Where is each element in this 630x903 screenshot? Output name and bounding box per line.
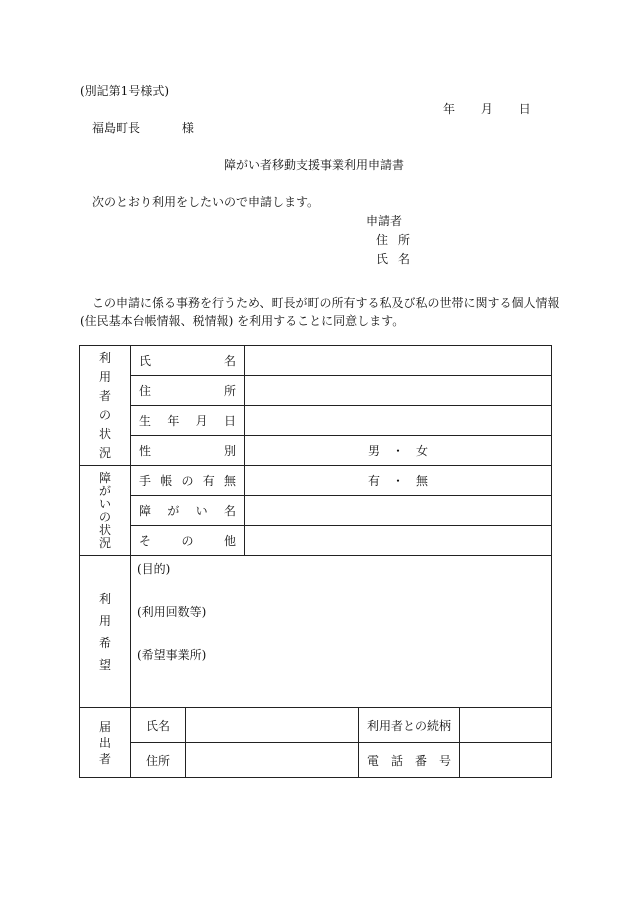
relation-value[interactable] — [460, 708, 552, 743]
phone-label: 電 話 番 号 — [359, 743, 460, 778]
disability-name-value[interactable] — [245, 496, 552, 526]
applicant-address-char: 所 — [397, 233, 410, 247]
user-status-header — [80, 346, 131, 466]
header-char: 利 — [98, 350, 111, 365]
header-char: 用 — [98, 613, 111, 628]
date-month: 月 — [480, 102, 493, 116]
header-char: 状 — [98, 426, 111, 441]
header-char: 況 — [98, 445, 111, 460]
consent-line-2: (住民基本台帳情報、税情報) を利用することに同意します。 — [80, 314, 405, 328]
user-address-label: 住 所 — [131, 376, 245, 406]
header-char: 障 — [98, 470, 111, 485]
applicant-name-char: 名 — [397, 252, 410, 266]
submitter-header — [80, 708, 131, 778]
header-char: 届 — [98, 719, 111, 734]
applicant-address-char: 住 — [376, 233, 389, 247]
relation-label: 利用者との続柄 — [359, 708, 460, 743]
usage-purpose-label: (目的) — [137, 562, 171, 576]
date-day: 日 — [518, 102, 531, 116]
user-name-value[interactable] — [245, 346, 552, 376]
applicant-address — [376, 231, 410, 248]
user-birthdate-value[interactable] — [245, 406, 552, 436]
other-value[interactable] — [245, 526, 552, 556]
header-char: 者 — [98, 751, 111, 766]
header-char: が — [98, 483, 111, 498]
applicant-name — [376, 250, 410, 267]
applicant-name-char: 氏 — [376, 252, 389, 266]
header-char: 利 — [98, 591, 111, 606]
header-char: い — [98, 496, 111, 511]
disability-name-label: 障 が い 名 — [131, 496, 245, 526]
header-char: の — [98, 509, 111, 524]
header-char: 望 — [98, 657, 111, 672]
addressee-honorific: 様 — [181, 121, 194, 135]
header-char: 者 — [98, 388, 111, 403]
usage-wish-content[interactable] — [131, 556, 552, 708]
submitter-address-value[interactable] — [186, 743, 359, 778]
header-char: 出 — [98, 735, 111, 750]
handbook-label: 手 帳 の 有 無 — [131, 466, 245, 496]
user-name-label: 氏 名 — [131, 346, 245, 376]
phone-value[interactable] — [460, 743, 552, 778]
submitter-name-value[interactable] — [186, 708, 359, 743]
page-title: 障がい者移動支援事業利用申請書 — [224, 158, 405, 172]
header-char: 状 — [98, 522, 111, 537]
user-address-value[interactable] — [245, 376, 552, 406]
other-label: そ の 他 — [131, 526, 245, 556]
handbook-value[interactable]: 有 ・ 無 — [245, 466, 552, 496]
user-birthdate-label: 生 年 月 日 — [131, 406, 245, 436]
submitter-name-label: 氏名 — [131, 708, 186, 743]
disability-status-header — [80, 466, 131, 556]
form-number-label: (別記第1号様式) — [80, 84, 169, 98]
usage-wish-header — [80, 556, 131, 708]
date-year: 年 — [443, 102, 456, 116]
addressee — [92, 119, 194, 136]
intro-text: 次のとおり利用をしたいので申請します。 — [92, 195, 320, 209]
header-char: の — [98, 407, 111, 422]
applicant-heading: 申請者 — [366, 214, 403, 228]
submitter-address-label: 住所 — [131, 743, 186, 778]
application-table — [79, 345, 552, 778]
header-char: 況 — [98, 535, 111, 550]
usage-provider-label: (希望事業所) — [137, 648, 207, 662]
date-line — [443, 100, 531, 117]
header-char: 希 — [98, 635, 111, 650]
usage-frequency-label: (利用回数等) — [137, 605, 207, 619]
header-char: 用 — [98, 369, 111, 384]
user-sex-value[interactable]: 男 ・ 女 — [245, 436, 552, 466]
consent-line-1: この申請に係る事務を行うため、町長が町の所有する私及び私の世帯に関する個人情報 — [92, 296, 560, 310]
addressee-name: 福島町長 — [92, 121, 141, 135]
user-sex-label: 性 別 — [131, 436, 245, 466]
